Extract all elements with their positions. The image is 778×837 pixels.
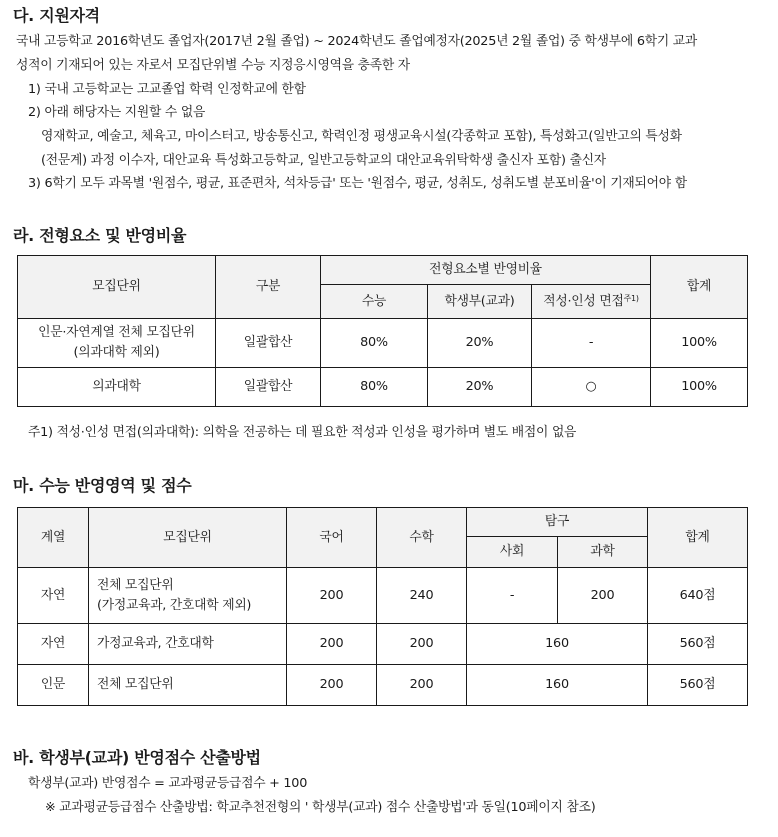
header-suneung: 수능 [321,285,428,319]
korean-cell: 200 [287,665,377,706]
section-ra-heading: 라. 전형요소 및 반영비율 [13,226,187,245]
unit-line1: 전체 모집단위 [97,577,174,593]
section-ba-heading: 바. 학생부(교과) 반영점수 산출방법 [13,748,261,767]
total-cell: 560점 [648,665,748,706]
table-row [18,319,748,368]
social-cell: - [467,568,558,624]
header-track: 계열 [18,508,89,568]
header-unit: 모집단위 [89,508,287,568]
section-d-item2: 2) 아래 해당자는 지원할 수 없음 [28,105,206,120]
section-ma-heading: 마. 수능 반영영역 및 점수 [13,476,192,495]
korean-cell: 200 [287,568,377,624]
unit-cell: 의과대학 [18,368,216,407]
total-cell: 100% [651,319,748,368]
section-d-item2-line1: 영재학교, 예술고, 체육고, 마이스터고, 방송통신고, 학력인정 평생교육시설(각종학교 포함), 특성화고(일반고의 특성화 [41,129,682,144]
header-record: 학생부(교과) [428,285,532,319]
section-d-item1: 1) 국내 고등학교는 고교졸업 학력 인정학교에 한함 [28,82,306,97]
header-unit: 모집단위 [18,256,216,319]
track-cell: 자연 [18,624,89,665]
header-science: 과학 [558,537,648,568]
unit-cell [18,319,216,368]
interview-cell: - [532,319,651,368]
math-cell: 200 [377,665,467,706]
korean-cell: 200 [287,624,377,665]
header-ratio-group: 전형요소별 반영비율 [321,256,651,285]
header-interview-note: 주1) [623,293,639,303]
section-d-item3: 3) 6학기 모두 과목별 '원점수, 평균, 표준편차, 석차등급' 또는 '원점수, 평균, 성취도, 성취도별 분포비율'이 기재되어야 함 [28,176,687,191]
section-d-paragraph-line1: 국내 고등학교 2016학년도 졸업자(2017년 2월 졸업) ~ 2024학년도 졸업예정자(2025년 2월 졸업) 중 학생부에 6학기 교과 [16,34,697,49]
section-ba-formula: 학생부(교과) 반영점수 = 교과평균등급점수 + 100 [28,776,308,791]
header-inquiry: 탐구 [467,508,648,537]
header-interview [532,285,651,319]
unit-line2: (의과대학 제외) [73,345,160,360]
inquiry-cell: 160 [467,624,648,665]
unit-cell [89,568,287,624]
total-cell: 560점 [648,624,748,665]
suneung-score-table [17,507,748,706]
header-math: 수학 [377,508,467,568]
header-total: 합계 [648,508,748,568]
section-ra-footnote: 주1) 적성·인성 면접(의과대학): 의학을 전공하는 데 필요한 적성과 인성을 평가하며 별도 배점이 없음 [28,425,577,440]
table-row [18,568,748,624]
inquiry-cell: 160 [467,665,648,706]
header-total: 합계 [651,256,748,319]
type-cell: 일괄합산 [216,319,321,368]
interview-cell: ○ [532,368,651,407]
track-cell: 자연 [18,568,89,624]
suneung-cell: 80% [321,319,428,368]
header-type: 구분 [216,256,321,319]
unit-cell: 전체 모집단위 [89,665,287,706]
unit-line1: 인문·자연계열 전체 모집단위 [38,325,195,340]
unit-cell: 가정교육과, 간호대학 [89,624,287,665]
table-row [18,624,748,665]
header-korean: 국어 [287,508,377,568]
math-cell: 200 [377,624,467,665]
section-ba-note: ※ 교과평균등급점수 산출방법: 학교추천전형의 ' 학생부(교과) 점수 산출방법'과 동일(10페이지 참조) [45,800,596,815]
track-cell: 인문 [18,665,89,706]
header-social: 사회 [467,537,558,568]
section-d-heading: 다. 지원자격 [13,6,100,25]
total-cell: 640점 [648,568,748,624]
record-cell: 20% [428,319,532,368]
suneung-cell: 80% [321,368,428,407]
science-cell: 200 [558,568,648,624]
record-cell: 20% [428,368,532,407]
header-interview-label: 적성·인성 면접 [543,293,624,309]
section-d-item2-line2: (전문계) 과정 이수자, 대안교육 특성화고등학교, 일반고등학교의 대안교육위탁학생 출신자 포함) 출신자 [41,153,606,168]
table-row [18,665,748,706]
total-cell: 100% [651,368,748,407]
selection-ratio-table [17,255,748,407]
unit-line2: (가정교육과, 간호대학 제외) [97,597,252,613]
math-cell: 240 [377,568,467,624]
table-row [18,368,748,407]
type-cell: 일괄합산 [216,368,321,407]
section-d-paragraph-line2: 성적이 기재되어 있는 자로서 모집단위별 수능 지정응시영역을 충족한 자 [16,58,410,73]
